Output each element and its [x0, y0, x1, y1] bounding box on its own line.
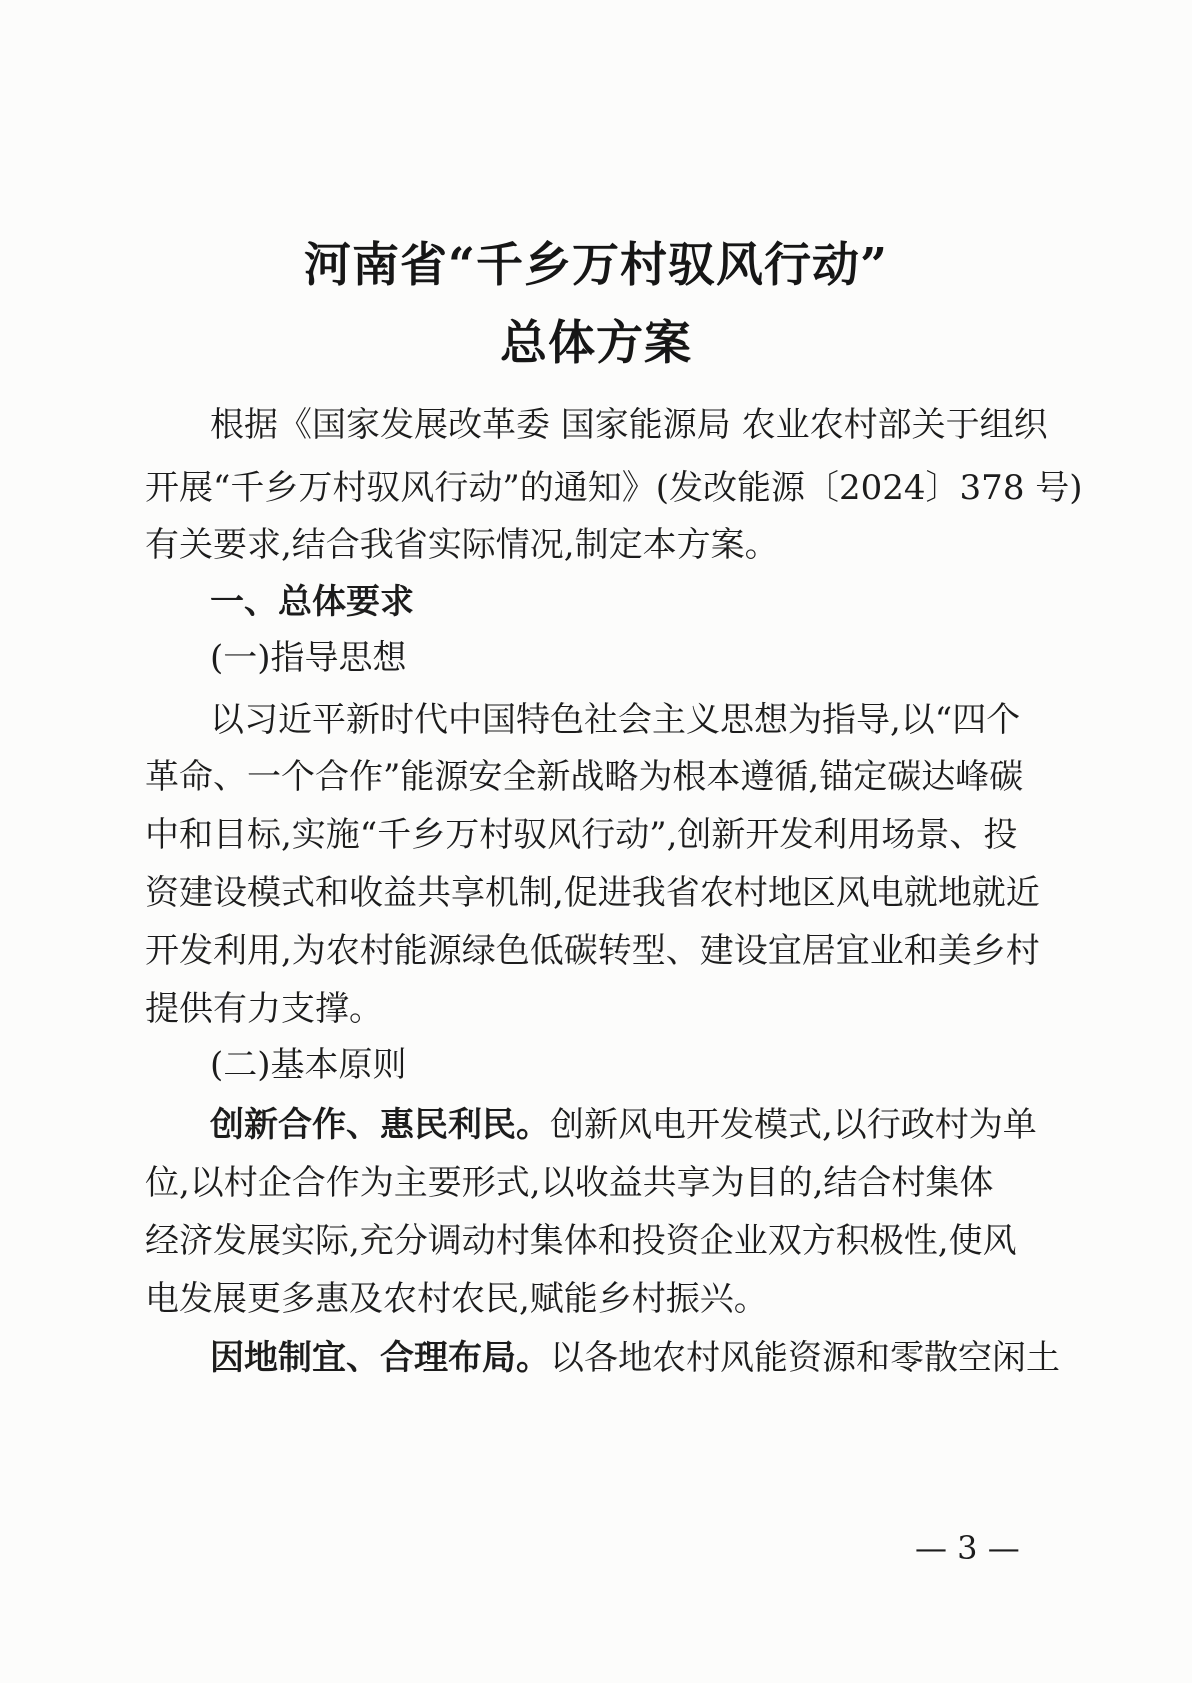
intro-line-2: 开展“千乡万村驭风行动”的通知》(发改能源〔2024〕378 号): [145, 468, 1083, 508]
section-heading-general-requirements: 一、总体要求: [210, 582, 414, 622]
subsection-heading-guiding-ideology: (一)指导思想: [210, 638, 407, 678]
intro-line-3: 有关要求,结合我省实际情况,制定本方案。: [145, 525, 779, 565]
principle1-text: 创新风电开发模式,以行政村为单: [550, 1105, 1037, 1145]
guiding-line-2: 革命、一个合作”能源安全新战略为根本遵循,锚定碳达峰碳: [145, 757, 1024, 797]
principle1-lead: 创新合作、惠民利民。: [210, 1105, 550, 1145]
guiding-line-3: 中和目标,实施“千乡万村驭风行动”,创新开发利用场景、投: [145, 815, 1018, 855]
principle1-line-1: [210, 1105, 1060, 1145]
guiding-line-6: 提供有力支撑。: [145, 989, 383, 1029]
guiding-line-5: 开发利用,为农村能源绿色低碳转型、建设宜居宜业和美乡村: [145, 931, 1040, 971]
intro-line-1: 根据《国家发展改革委 国家能源局 农业农村部关于组织: [210, 405, 1048, 445]
document-title-line1: 河南省“千乡万村驭风行动”: [303, 238, 889, 293]
guiding-line-1: 以习近平新时代中国特色社会主义思想为指导,以“四个: [210, 700, 1021, 740]
principle1-line-4: 电发展更多惠及农村农民,赋能乡村振兴。: [145, 1279, 768, 1319]
page-number: — 3 —: [915, 1529, 1020, 1567]
principle1-line-3: 经济发展实际,充分调动村集体和投资企业双方积极性,使风: [145, 1221, 1017, 1261]
subsection-heading-basic-principles: (二)基本原则: [210, 1045, 407, 1085]
principle2-line-1: [210, 1338, 1060, 1378]
principle1-line-2: 位,以村企合作为主要形式,以收益共享为目的,结合村集体: [145, 1163, 994, 1203]
document-title-line2: 总体方案: [500, 316, 692, 371]
principle2-lead: 因地制宜、合理布局。: [210, 1338, 550, 1378]
guiding-line-4: 资建设模式和收益共享机制,促进我省农村地区风电就地就近: [145, 873, 1040, 913]
principle2-text: 以各地农村风能资源和零散空闲土: [550, 1338, 1060, 1378]
